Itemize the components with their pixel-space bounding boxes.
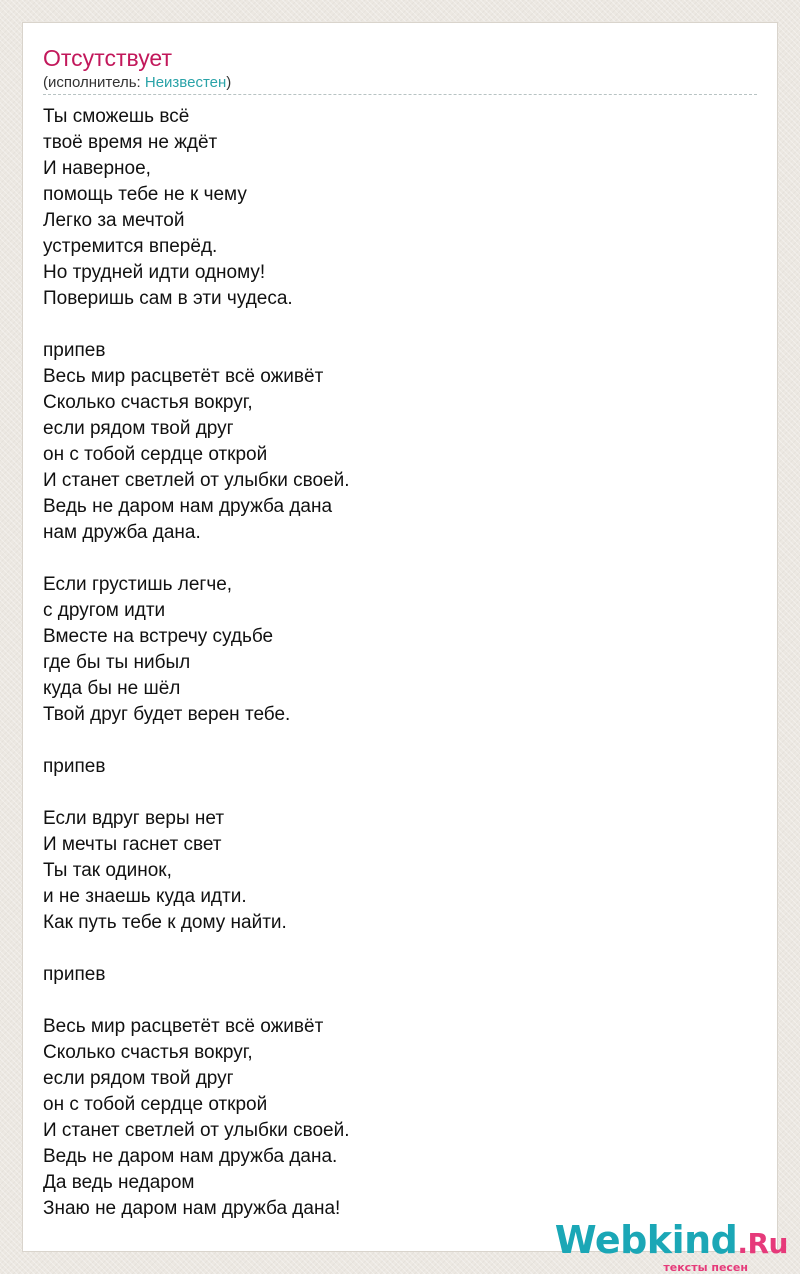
lyric-line: если рядом твой друг bbox=[43, 418, 234, 439]
lyric-line: если рядом твой друг bbox=[43, 1068, 234, 1089]
logo-tld: .Ru bbox=[737, 1227, 788, 1260]
lyric-line: он с тобой сердце открой bbox=[43, 1094, 268, 1115]
lyric-line: с другом идти bbox=[43, 600, 166, 621]
lyric-line: И наверное, bbox=[43, 158, 151, 179]
lyric-line: Как путь тебе к дому найти. bbox=[43, 912, 287, 933]
song-title: Отсутствует bbox=[43, 45, 172, 71]
lyric-line bbox=[43, 312, 743, 338]
lyric-line: он с тобой сердце открой bbox=[43, 444, 268, 465]
lyric-line: Твой друг будет верен тебе. bbox=[43, 704, 291, 725]
lyric-line: Но трудней идти одному! bbox=[43, 262, 266, 283]
lyric-line: помощь тебе не к чему bbox=[43, 184, 247, 205]
lyric-line: Если грустишь легче, bbox=[43, 574, 233, 595]
lyric-line: Сколько счастья вокруг, bbox=[43, 1042, 253, 1063]
lyric-line: Ведь не даром нам дружба дана bbox=[43, 496, 333, 517]
artist-line bbox=[43, 74, 231, 91]
lyric-line: твоё время не ждёт bbox=[43, 132, 218, 153]
lyric-line: Вместе на встречу судьбе bbox=[43, 626, 274, 647]
lyric-line: Сколько счастья вокруг, bbox=[43, 392, 253, 413]
lyric-line bbox=[43, 728, 743, 754]
logo-brand: Webkind bbox=[554, 1218, 738, 1262]
lyric-line: припев bbox=[43, 340, 106, 361]
lyric-line: устремится вперёд. bbox=[43, 236, 218, 257]
lyric-line: где бы ты нибыл bbox=[43, 652, 191, 673]
lyric-line: Ведь не даром нам дружба дана. bbox=[43, 1146, 338, 1167]
lyric-line: И станет светлей от улыбки своей. bbox=[43, 470, 350, 491]
lyric-line: Ты так одинок, bbox=[43, 860, 172, 881]
lyric-line: И станет светлей от улыбки своей. bbox=[43, 1120, 350, 1141]
lyric-line: нам дружба дана. bbox=[43, 522, 201, 543]
lyric-line: Если вдруг веры нет bbox=[43, 808, 225, 829]
lyric-line: Да ведь недаром bbox=[43, 1172, 195, 1193]
lyric-line: и не знаешь куда идти. bbox=[43, 886, 247, 907]
lyric-line: Поверишь сам в эти чудеса. bbox=[43, 288, 293, 309]
lyric-line: Весь мир расцветёт всё оживёт bbox=[43, 1016, 324, 1037]
title-divider bbox=[43, 94, 757, 95]
lyric-line: Ты сможешь всё bbox=[43, 106, 190, 127]
lyric-line: Легко за мечтой bbox=[43, 210, 185, 231]
site-logo[interactable] bbox=[554, 1218, 794, 1274]
lyric-line: припев bbox=[43, 756, 106, 777]
lyrics-card bbox=[22, 22, 778, 1252]
lyric-line: Знаю не даром нам дружба дана! bbox=[43, 1198, 341, 1219]
lyric-line: Весь мир расцветёт всё оживёт bbox=[43, 366, 324, 387]
artist-suffix: ) bbox=[226, 74, 232, 91]
lyric-line bbox=[43, 936, 743, 962]
lyric-line: куда бы не шёл bbox=[43, 678, 181, 699]
lyric-line bbox=[43, 546, 743, 572]
lyric-line bbox=[43, 780, 743, 806]
lyric-line bbox=[43, 988, 743, 1014]
artist-prefix: (исполнитель: bbox=[43, 74, 145, 91]
lyric-line: И мечты гаснет свет bbox=[43, 834, 222, 855]
artist-link[interactable]: Неизвестен bbox=[144, 74, 227, 91]
lyric-line: припев bbox=[43, 964, 106, 985]
logo-tagline: тексты песен bbox=[663, 1261, 748, 1274]
lyrics-body bbox=[43, 104, 743, 1222]
logo-wordmark bbox=[555, 1218, 788, 1262]
